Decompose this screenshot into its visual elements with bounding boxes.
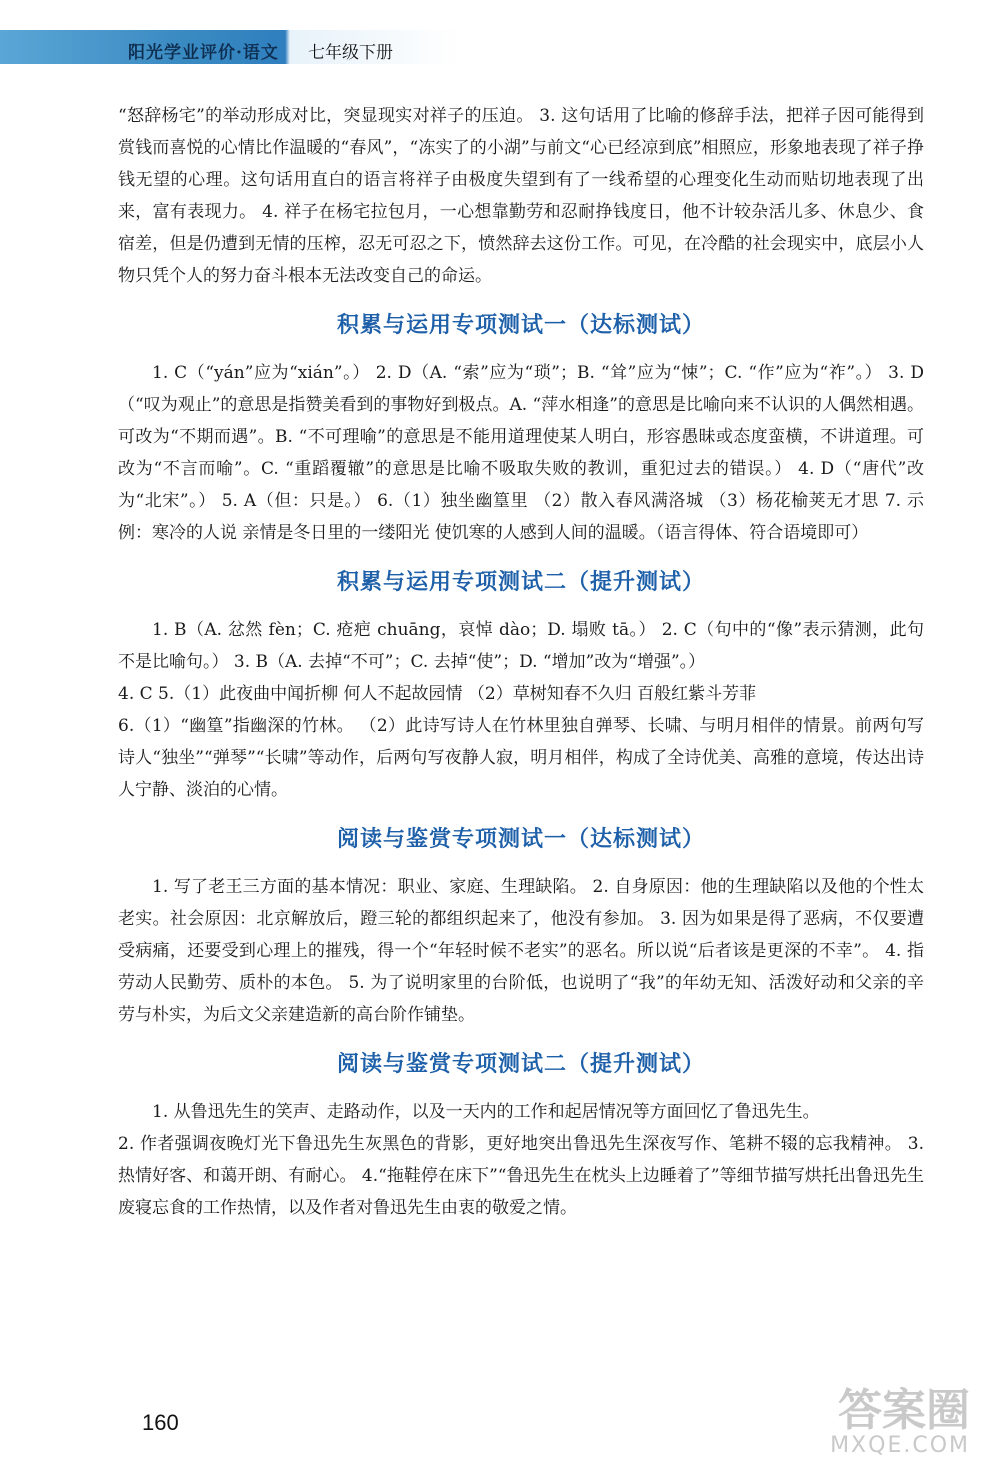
section-body-2: 1. B（A. 忿然 fèn；C. 疮疤 chuāng，哀悼 dào；D. 塌败 tā。） 2. C（句中的“像”表示猜测，此句不是比喻句。） 3. B（A. 去掉“不可”；C. 去掉“使”；D. “增加”改为“增强”。） 4. C 5.（1）此夜曲中闻折柳 何人不起故园情 （2）草树知春不久归 百般红紫斗芳菲 6.（1）“幽篁”指幽深的竹林。 （2）此诗写诗人在竹林里独自弹琴、长啸、与明月相伴的情景。前两句写诗人“独坐”“弹琴”“长啸”等动作，后两句写夜静人寂，明月相伴，构成了全诗优美、高雅的意境，传达出诗人宁静、淡泊的心情。 — [118, 620, 924, 800]
series-title: 阳光学业评价·语文 — [128, 43, 279, 63]
answer-content — [118, 100, 924, 1224]
section-title-2: 积累与运用专项测试二（提升测试） — [336, 570, 705, 595]
header-banner — [0, 30, 460, 64]
section-body-4: 1. 从鲁迅先生的笑声、走路动作，以及一天内的工作和起居情况等方面回忆了鲁迅先生。 2. 作者强调夜晚灯光下鲁迅先生灰黑色的背影，更好地突出鲁迅先生深夜写作、笔耕不辍的忘我精神。 3. 热情好客、和蔼开朗、有耐心。 4.“拖鞋停在床下”“鲁迅先生在枕头上边睡着了”等细节描写烘托出鲁迅先生废寝忘食的工作热情，以及作者对鲁迅先生由衷的敬爱之情。 — [118, 1102, 924, 1218]
page-number: 160 — [142, 1410, 179, 1435]
watermark-url: MXQE.COM — [830, 1433, 970, 1458]
watermark-logo — [800, 1385, 970, 1459]
section-title-3: 阅读与鉴赏专项测试一（达标测试） — [336, 827, 705, 852]
section-title-1: 积累与运用专项测试一（达标测试） — [336, 313, 705, 338]
section-title-4: 阅读与鉴赏专项测试二（提升测试） — [336, 1052, 705, 1077]
continued-paragraph: “怒辞杨宅”的举动形成对比，突显现实对祥子的压迫。 3. 这句话用了比喻的修辞手法，把祥子因可能得到赏钱而喜悦的心情比作温暖的“春风”，“冻实了的小湖”与前文“心已经凉到底”相照应，形象地表现了祥子挣钱无望的心理。这句话用直白的语言将祥子由极度失望到有了一线希望的心理变化生动而贴切地表现了出来，富有表现力。 4. 祥子在杨宅拉包月，一心想靠勤劳和忍耐挣钱度日，他不计较杂活儿多、休息少、食宿差，但是仍遭到无情的压榨，忍无可忍之下，愤然辞去这份工作。可见，在冷酷的社会现实中，底层小人物只凭个人的努力奋斗根本无法改变自己的命运。 — [118, 106, 924, 286]
section-body-3: 1. 写了老王三方面的基本情况：职业、家庭、生理缺陷。 2. 自身原因：他的生理缺陷以及他的个性太老实。社会原因：北京解放后，蹬三轮的都组织起来了，他没有参加。 3. 因为如果是得了恶病，不仅要遭受病痛，还要受到心理上的摧残，得一个“年轻时候不老实”的恶名。所以说“后者该是更深的不幸”。 4. 指劳动人民勤劳、质朴的本色。 5. 为了说明家里的台阶低，也说明了“我”的年幼无知、活泼好动和父亲的辛劳与朴实，为后文父亲建造新的高台阶作铺垫。 — [118, 877, 924, 1025]
grade-label: 七年级下册 — [308, 43, 393, 63]
watermark-text: 答案圈 — [838, 1385, 970, 1436]
section-body-1: 1. C（“yán”应为“xián”。） 2. D（A. “索”应为“琐”；B. “耸”应为“悚”；C. “作”应为“祚”。） 3. D（“叹为观止”的意思是指赞美看到的事物好到极点。A. “萍水相逢”的意思是比喻向来不认识的人偶然相遇。可改为“不期而遇”。B. “不可理喻”的意思是不能用道理使某人明白，形容愚昧或态度蛮横，不讲道理。可改为“不言而喻”。C. “重蹈覆辙”的意思是比喻不吸取失败的教训，重犯过去的错误。） 4. D（“唐代”改为“北宋”。） 5. A（但：只是。） 6.（1）独坐幽篁里 （2）散入春风满洛城 （3）杨花榆荚无才思 7. 示例：寒冷的人说 亲情是冬日里的一缕阳光 使饥寒的人感到人间的温暖。（语言得体、符合语境即可） — [118, 363, 924, 543]
